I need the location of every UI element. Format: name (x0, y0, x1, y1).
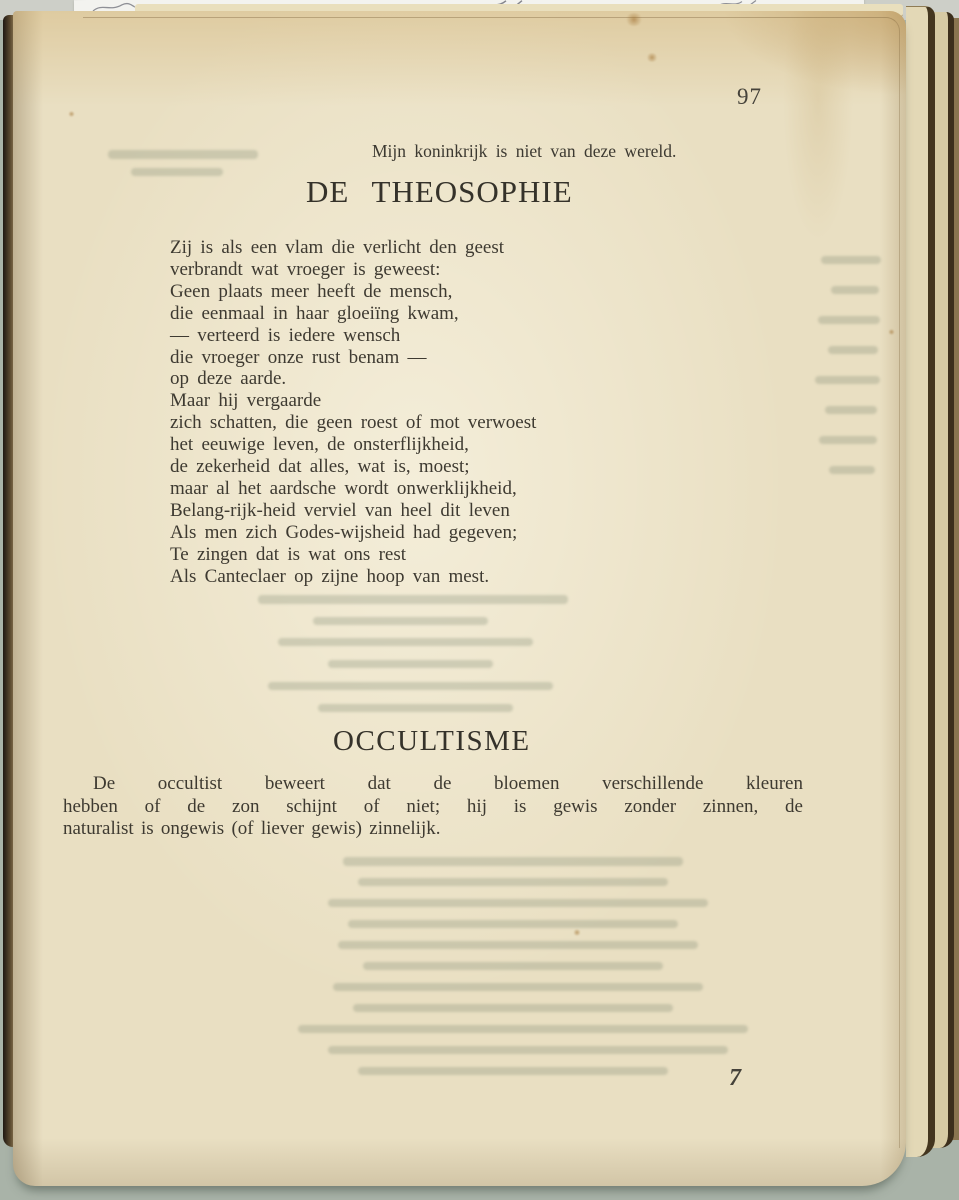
poem-line: die vroeger onze rust benam — (170, 346, 427, 368)
paragraph-line: naturalist is ongewis (of liever gewis) zinnelijk. (63, 818, 441, 840)
bleed-through-line (358, 1067, 668, 1075)
poem-line: maar al het aardsche wordt onwerklijkheid, (170, 477, 517, 499)
epigraph: Mijn koninkrijk is niet van deze wereld. (372, 141, 677, 161)
poem-line: het eeuwige leven, de onsterflijkheid, (170, 434, 469, 456)
bleed-through-line (358, 878, 668, 886)
bleed-through-line (819, 436, 877, 444)
bleed-through-line (333, 983, 703, 991)
page-edge-stack (932, 12, 954, 1148)
paragraph-line: De occultist beweert dat de bloemen verschillende kleuren (93, 773, 803, 794)
poem-line: verbrandt wat vroeger is geweest: (170, 258, 441, 280)
bleed-through-line (829, 466, 875, 474)
bleed-through-line (328, 1046, 728, 1054)
bleed-through-line (363, 962, 663, 970)
foxing-spot (646, 53, 658, 62)
poem-line: die eenmaal in haar gloeiïng kwam, (170, 302, 459, 324)
page-number: 97 (737, 84, 762, 109)
foxing-spot (888, 329, 895, 335)
foxing-spot (625, 13, 643, 26)
poem-line: Als men zich Godes-wijsheid had gegeven; (170, 521, 518, 543)
bleed-through-line (348, 920, 678, 928)
bleed-through-line (353, 1004, 673, 1012)
signature-mark: 7 (729, 1065, 741, 1091)
poem-theosophie (170, 237, 536, 588)
bleed-through-line (818, 316, 880, 324)
section-heading-theosophie: DE THEOSOPHIE (306, 174, 573, 209)
bleed-through-line (328, 899, 708, 907)
paragraph-line: hebben of de zon schijnt of niet; hij is gewis zonder zinnen, de (63, 795, 803, 817)
poem-line: Te zingen dat is wat ons rest (170, 543, 407, 565)
bleed-through-line (343, 857, 683, 866)
poem-line: Maar hij vergaarde (170, 390, 322, 412)
foxing-spot (573, 929, 581, 936)
book-page (13, 11, 906, 1186)
bleed-through-line (298, 1025, 748, 1033)
poem-line: — verteerd is iedere wensch (170, 324, 401, 346)
section-heading-occultisme: OCCULTISME (333, 725, 531, 757)
bleed-through-line (278, 638, 533, 646)
poem-line: Belang-rijk-heid verviel van heel dit leven (170, 499, 510, 521)
poem-line: Als Canteclaer op zijne hoop van mest. (170, 565, 490, 587)
bleed-through-line (338, 941, 698, 949)
bleed-through-line (825, 406, 877, 414)
bleed-through-line (821, 256, 881, 264)
bleed-through-line (131, 168, 223, 176)
paragraph-occultisme (63, 773, 803, 841)
bleed-through-line (815, 376, 880, 384)
bleed-through-line (831, 286, 879, 294)
bleed-through-line (258, 595, 568, 604)
bleed-through-line (318, 704, 513, 712)
poem-line: zich schatten, die geen roest of mot verwoest (170, 412, 537, 434)
poem-line: de zekerheid dat alles, wat is, moest; (170, 456, 470, 478)
page-edge-stack (906, 6, 935, 1157)
poem-line: Zij is als een vlam die verlicht den geest (170, 237, 505, 258)
foxing-spot (68, 111, 75, 117)
bleed-through-line (313, 617, 488, 625)
poem-line: Geen plaats meer heeft de mensch, (170, 280, 453, 302)
bleed-through-line (328, 660, 493, 668)
bleed-through-line (108, 150, 258, 159)
bleed-through-line (268, 682, 553, 690)
poem-line: op deze aarde. (170, 368, 287, 390)
bleed-through-line (828, 346, 878, 354)
